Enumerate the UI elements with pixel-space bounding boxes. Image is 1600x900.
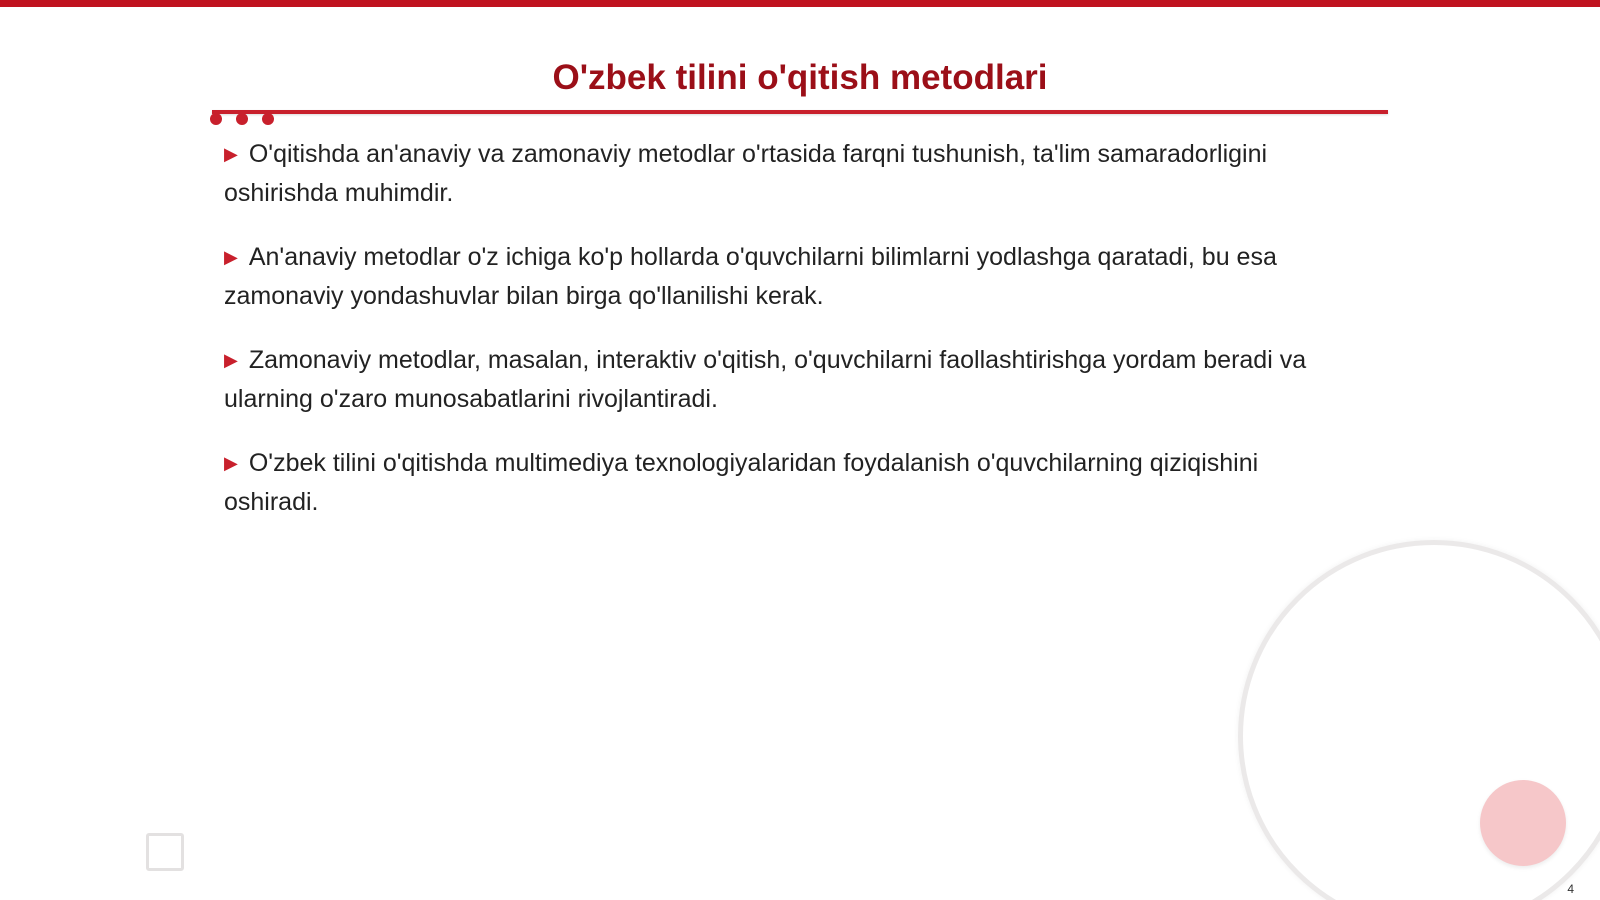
bullet-item bbox=[224, 342, 1354, 418]
decor-dot bbox=[262, 113, 274, 125]
bullet-item bbox=[224, 445, 1354, 521]
bullet-list bbox=[224, 136, 1354, 548]
top-accent-bar bbox=[0, 0, 1600, 7]
decor-dot bbox=[210, 113, 222, 125]
decor-pink-circle bbox=[1480, 780, 1566, 866]
bullet-text: O'zbek tilini o'qitishda multimediya texnologiyalaridan foydalanish o'quvchilarning qiziqishini oshiradi. bbox=[224, 449, 1259, 516]
bullet-text: Zamonaviy metodlar, masalan, interaktiv o'qitish, o'quvchilarni faollashtirishga yordam beradi va ularning o'zaro munosabatlarini rivojlantiradi. bbox=[224, 346, 1307, 413]
triangle-bullet-icon: ▶ bbox=[224, 144, 238, 164]
slide-title: O'zbek tilini o'qitish metodlari bbox=[552, 58, 1048, 97]
bullet-text: O'qitishda an'anaviy va zamonaviy metodlar o'rtasida farqni tushunish, ta'lim samaradorligini oshirishda muhimdir. bbox=[224, 140, 1268, 207]
bullet-item bbox=[224, 239, 1354, 315]
triangle-bullet-icon: ▶ bbox=[224, 350, 238, 370]
decor-square-outline bbox=[146, 833, 184, 871]
page-number: 4 bbox=[1567, 882, 1574, 896]
triangle-bullet-icon: ▶ bbox=[224, 247, 238, 267]
title-underline bbox=[212, 110, 1388, 114]
bullet-item bbox=[224, 136, 1354, 212]
bullet-text: An'anaviy metodlar o'z ichiga ko'p hollarda o'quvchilarni bilimlarni yodlashga qaratadi, bu esa zamonaviy yondashuvlar bilan birga qo'llanilishi kerak. bbox=[224, 243, 1277, 310]
decor-dot bbox=[236, 113, 248, 125]
triangle-bullet-icon: ▶ bbox=[224, 453, 238, 473]
